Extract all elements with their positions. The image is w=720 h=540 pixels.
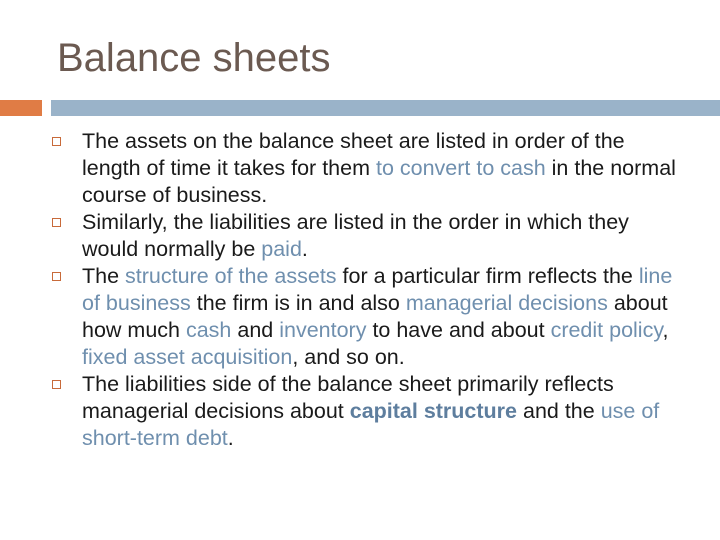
bullet-text: the firm is in and also [190, 291, 406, 315]
bullet-text: , and so on. [292, 345, 405, 369]
highlight-line-of-business: line of business [82, 264, 673, 315]
bullet-text: about how much [82, 291, 668, 342]
square-bullet-icon [52, 380, 61, 389]
bullet-item-liability-order [52, 209, 686, 263]
highlight-fixed-asset-acquisition: fixed asset acquisition [82, 345, 293, 369]
bullet-item-asset-structure [52, 263, 686, 371]
bullet-item-liabilities-side [52, 371, 686, 452]
bullet-text: for a particular firm reflects the [336, 264, 639, 288]
bullet-text: . [301, 237, 308, 261]
bullet-text: Similarly, the liabilities are listed in the order in which they would normally be [82, 210, 629, 261]
highlight-credit-policy: credit policy [550, 318, 663, 342]
bullet-item-asset-order [52, 128, 686, 209]
highlight-paid: paid [261, 237, 302, 261]
title-rule-bar [51, 100, 720, 116]
highlight-managerial-decisions: managerial decisions [405, 291, 608, 315]
square-bullet-icon [52, 272, 61, 281]
bullet-list [52, 128, 686, 452]
bullet-text: The [82, 264, 126, 288]
slide-title: Balance sheets [57, 36, 331, 80]
bullet-text: , [662, 318, 669, 342]
highlight-use-of-short-term-debt: use of short-term debt [82, 399, 660, 450]
bullet-text: to have and about [366, 318, 551, 342]
highlight-capital-structure: capital structure [349, 399, 518, 423]
highlight-structure-of-the-assets: structure of the assets [125, 264, 337, 288]
accent-bar [0, 100, 42, 116]
bullet-text: . [227, 426, 234, 450]
highlight-inventory: inventory [279, 318, 367, 342]
bullet-text: in the normal course of business. [82, 156, 676, 207]
highlight-cash: cash [185, 318, 232, 342]
square-bullet-icon [52, 218, 61, 227]
bullet-text: and [231, 318, 280, 342]
highlight-to-convert-to-cash: to convert to cash [375, 156, 546, 180]
bullet-text: The liabilities side of the balance sheet primarily reflects managerial decisions about [82, 372, 614, 423]
square-bullet-icon [52, 137, 61, 146]
bullet-text: The assets on the balance sheet are listed in order of the length of time it takes for them [82, 129, 625, 180]
bullet-text: and the [517, 399, 601, 423]
